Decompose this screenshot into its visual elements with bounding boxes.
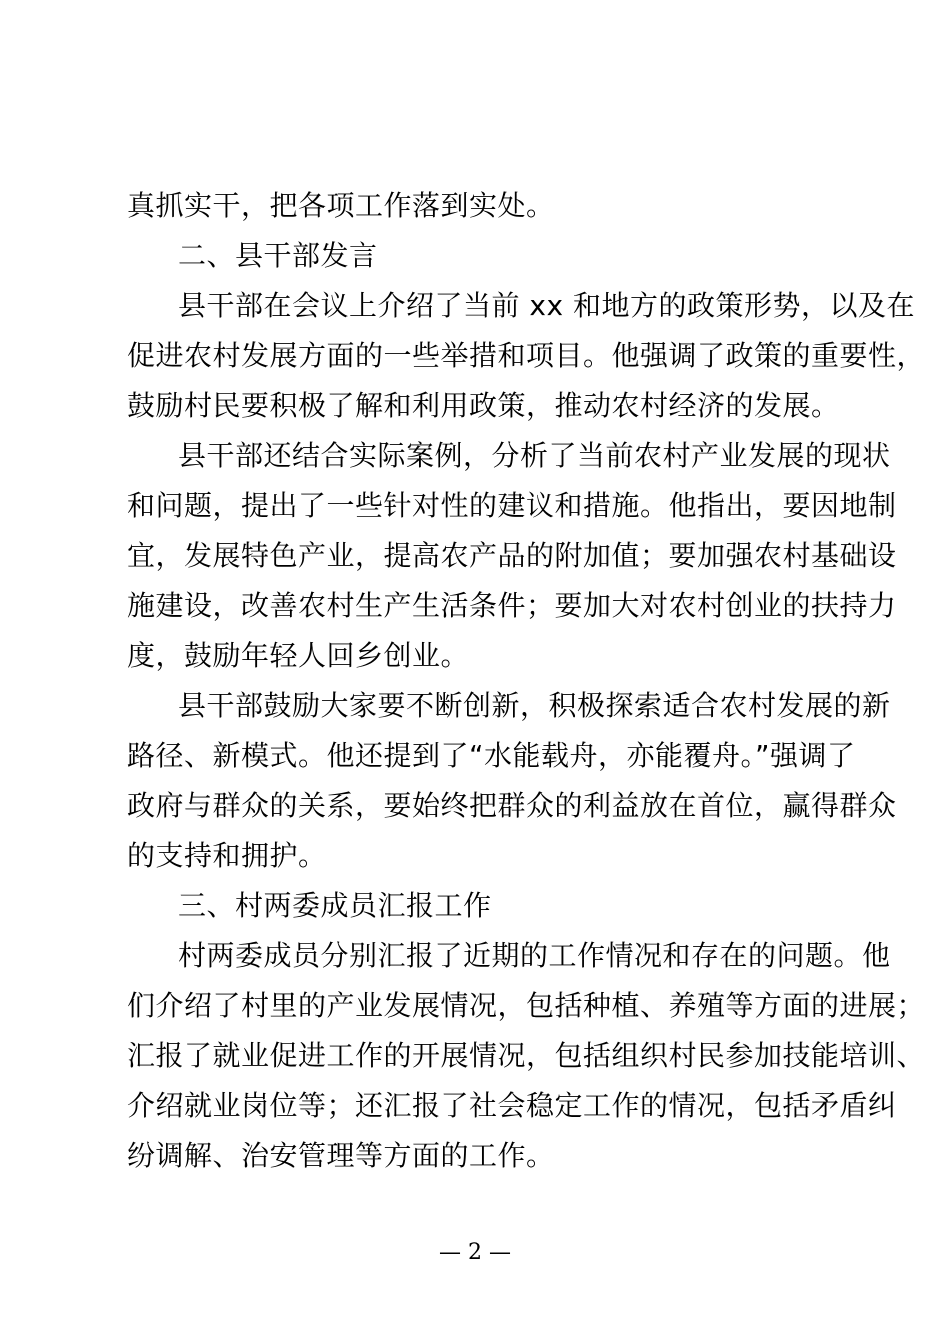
text-line: 汇报了就业促进工作的开展情况，包括组织村民参加技能培训、	[127, 1039, 926, 1072]
text-line: 村两委成员分别汇报了近期的工作情况和存在的问题。他	[178, 939, 891, 972]
text-line: 度，鼓励年轻人回乡创业。	[127, 639, 470, 672]
text-line: 的支持和拥护。	[127, 839, 327, 872]
page-number: — 2 —	[439, 1240, 511, 1265]
text-line: 县干部鼓励大家要不断创新，积极探索适合农村发展的新	[178, 689, 891, 722]
text-line: 政府与群众的关系，要始终把群众的利益放在首位，赢得群众	[127, 789, 897, 822]
text-line: 宜，发展特色产业，提高农产品的附加值；要加强农村基础设	[127, 539, 897, 572]
text-line: 县干部在会议上介绍了当前 xx 和地方的政策形势，以及在	[178, 289, 915, 322]
section-heading-3: 三、村两委成员汇报工作	[178, 889, 492, 922]
text-line: 路径、新模式。他还提到了“水能载舟，亦能覆舟。”强调了	[127, 739, 856, 772]
text-line: 县干部还结合实际案例，分析了当前农村产业发展的现状	[178, 439, 891, 472]
text-line: 施建设，改善农村生产生活条件；要加大对农村创业的扶持力	[127, 589, 897, 622]
text-line: 真抓实干，把各项工作落到实处。	[127, 189, 555, 222]
section-heading-2: 二、县干部发言	[178, 239, 378, 272]
text-line: 和问题，提出了一些针对性的建议和措施。他指出，要因地制	[127, 489, 897, 522]
text-line: 促进农村发展方面的一些举措和项目。他强调了政策的重要性，	[127, 339, 926, 372]
text-line: 纷调解、治安管理等方面的工作。	[127, 1139, 555, 1172]
text-line: 们介绍了村里的产业发展情况，包括种植、养殖等方面的进展；	[127, 989, 926, 1022]
text-line: 介绍就业岗位等；还汇报了社会稳定工作的情况，包括矛盾纠	[127, 1089, 897, 1122]
text-line: 鼓励村民要积极了解和利用政策，推动农村经济的发展。	[127, 389, 840, 422]
